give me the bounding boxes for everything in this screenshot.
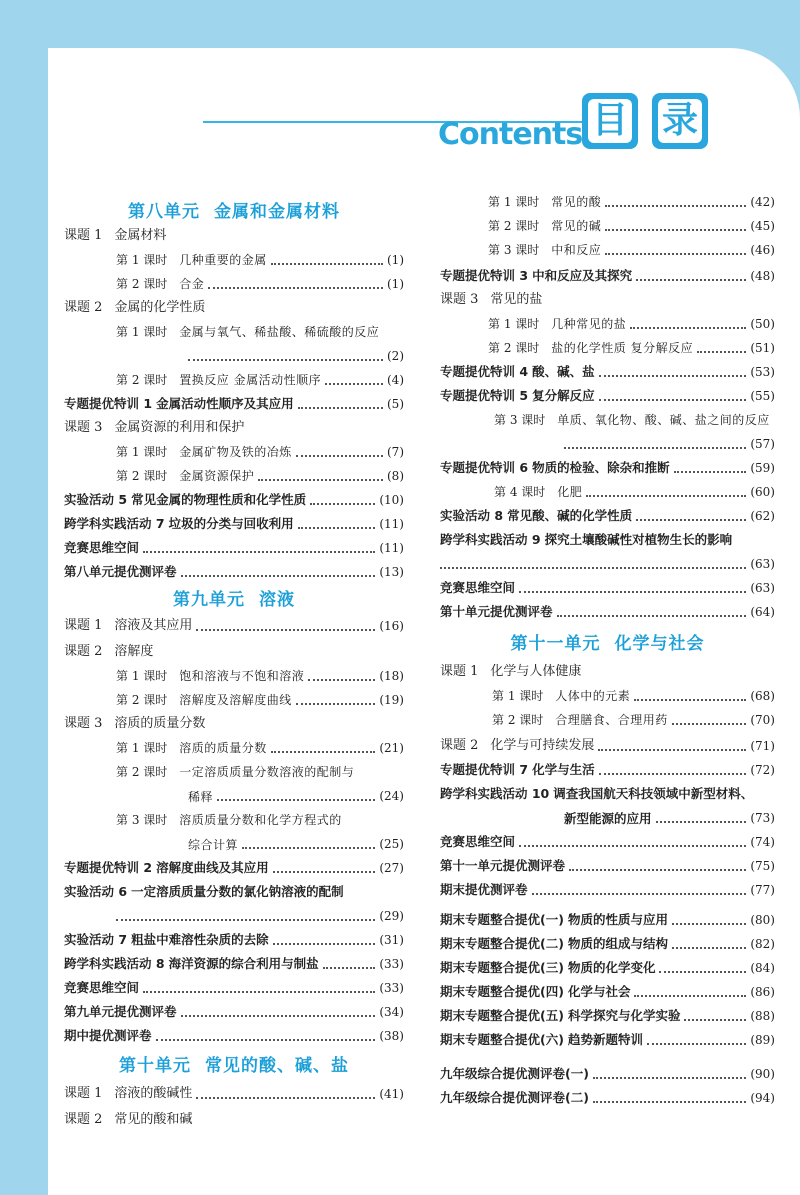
toc-entry[interactable]: 第 3 课时 中和反应 (46): [488, 243, 775, 257]
toc-entry[interactable]: 期末专题整合提优(四) 化学与社会 (86): [440, 984, 775, 999]
toc-entry[interactable]: 第 1 课时 几种重要的金属 (1): [116, 253, 404, 267]
toc-entry-continuation: 综合计算 (25): [188, 837, 404, 852]
title-char-box-2: [652, 93, 708, 149]
toc-entry-continuation: (63): [440, 554, 775, 574]
toc-entry[interactable]: 第 1 课时 溶质的质量分数 (21): [116, 741, 404, 755]
toc-entry[interactable]: 第十单元提优测评卷 (64): [440, 604, 775, 619]
toc-entry[interactable]: 第 3 课时 溶质质量分数和化学方程式的: [116, 813, 342, 827]
toc-entry[interactable]: 跨学科实践活动 7 垃圾的分类与回收利用 (11): [64, 516, 404, 531]
title-char-box-1: [582, 93, 638, 149]
toc-entry[interactable]: 第 1 课时 常见的酸 (42): [488, 195, 775, 209]
toc-entry[interactable]: 第 3 课时 单质、氧化物、酸、碱、盐之间的反应: [494, 413, 770, 427]
toc-entry[interactable]: 专题提优特训 1 金属活动性顺序及其应用 (5): [64, 396, 404, 411]
toc-entry[interactable]: 期末专题整合提优(五) 科学探究与化学实验 (88): [440, 1008, 775, 1023]
toc-entry[interactable]: 实验活动 5 常见金属的物理性质和化学性质 (10): [64, 492, 404, 507]
toc-entry-continuation: (29): [116, 906, 404, 926]
toc-entry[interactable]: 九年级综合提优测评卷(一) (90): [440, 1066, 775, 1081]
toc-entry[interactable]: 第 1 课时 金属与氧气、稀盐酸、稀硫酸的反应: [116, 325, 380, 339]
toc-entry[interactable]: 第八单元提优测评卷 (13): [64, 564, 404, 579]
toc-entry[interactable]: 九年级综合提优测评卷(二) (94): [440, 1090, 775, 1105]
toc-entry[interactable]: 跨学科实践活动 8 海洋资源的综合利用与制盐 (33): [64, 956, 404, 971]
toc-entry[interactable]: 第十一单元提优测评卷 (75): [440, 858, 775, 873]
toc-entry[interactable]: 第 2 课时 合金 (1): [116, 277, 404, 291]
toc-entry[interactable]: 第 2 课时 溶解度及溶解度曲线 (19): [116, 693, 404, 707]
toc-entry[interactable]: 课题 1 化学与人体健康: [440, 664, 582, 679]
toc-entry[interactable]: 课题 2 常见的酸和碱: [64, 1112, 193, 1127]
toc-entry[interactable]: 第 1 课时 几种常见的盐 (50): [488, 317, 775, 331]
toc-entry[interactable]: 竞赛思维空间 (63): [440, 580, 775, 595]
unit-8-heading: 第八单元 金属和金属材料: [128, 202, 340, 222]
toc-entry[interactable]: 专题提优特训 7 化学与生活 (72): [440, 762, 775, 777]
title-char-mu: 目: [588, 99, 632, 143]
toc-entry[interactable]: 第 1 课时 人体中的元素 (68): [492, 689, 775, 703]
toc-entry[interactable]: 实验活动 6 一定溶质质量分数的氯化钠溶液的配制: [64, 884, 344, 899]
toc-entry[interactable]: 第 1 课时 饱和溶液与不饱和溶液 (18): [116, 669, 404, 683]
toc-entry[interactable]: 竞赛思维空间 (11): [64, 540, 404, 555]
toc-entry[interactable]: 第九单元提优测评卷 (34): [64, 1004, 404, 1019]
toc-entry[interactable]: 竞赛思维空间 (33): [64, 980, 404, 995]
toc-entry[interactable]: 第 4 课时 化肥 (60): [494, 485, 775, 499]
toc-entry[interactable]: 课题 2 金属的化学性质: [64, 300, 206, 315]
toc-entry[interactable]: 第 2 课时 常见的碱 (45): [488, 219, 775, 233]
unit-9-heading: 第九单元 溶液: [173, 590, 295, 610]
toc-entry[interactable]: 课题 3 溶质的质量分数: [64, 716, 206, 731]
toc-entry[interactable]: 课题 2 溶解度: [64, 644, 154, 659]
toc-entry[interactable]: 期末专题整合提优(三) 物质的化学变化 (84): [440, 960, 775, 975]
toc-entry[interactable]: 课题 2 化学与可持续发展 (71): [440, 738, 775, 753]
toc-entry[interactable]: 第 2 课时 盐的化学性质 复分解反应 (51): [488, 341, 775, 355]
toc-entry[interactable]: 期末专题整合提优(一) 物质的性质与应用 (80): [440, 912, 775, 927]
toc-entry[interactable]: 课题 3 金属资源的利用和保护: [64, 420, 245, 435]
toc-entry[interactable]: 第 2 课时 置换反应 金属活动性顺序 (4): [116, 373, 404, 387]
toc-entry[interactable]: 期中提优测评卷 (38): [64, 1028, 404, 1043]
toc-entry[interactable]: 跨学科实践活动 9 探究土壤酸碱性对植物生长的影响: [440, 532, 733, 547]
toc-entry[interactable]: 竞赛思维空间 (74): [440, 834, 775, 849]
unit-11-heading: 第十一单元 化学与社会: [510, 634, 705, 654]
toc-entry[interactable]: 专题提优特训 2 溶解度曲线及其应用 (27): [64, 860, 404, 875]
toc-page: [48, 48, 800, 1195]
toc-entry[interactable]: 专题提优特训 5 复分解反应 (55): [440, 388, 775, 403]
toc-entry[interactable]: 第 2 课时 合理膳食、合理用药 (70): [492, 713, 775, 727]
contents-heading: Contents: [438, 117, 583, 152]
toc-entry[interactable]: 实验活动 7 粗盐中难溶性杂质的去除 (31): [64, 932, 404, 947]
toc-entry[interactable]: 期末提优测评卷 (77): [440, 882, 775, 897]
toc-entry-continuation: 稀释 (24): [188, 789, 404, 804]
title-char-lu: 录: [658, 99, 702, 143]
toc-entry[interactable]: 课题 1 金属材料: [64, 228, 167, 243]
toc-entry-continuation: (2): [188, 346, 404, 366]
toc-entry-continuation: (57): [564, 434, 775, 454]
toc-entry-continuation: 新型能源的应用 (73): [564, 811, 775, 826]
unit-10-heading: 第十单元 常见的酸、碱、盐: [119, 1056, 349, 1076]
toc-entry[interactable]: 专题提优特训 3 中和反应及其探究 (48): [440, 268, 775, 283]
toc-entry[interactable]: 课题 1 溶液的酸碱性 (41): [64, 1086, 404, 1101]
toc-entry[interactable]: 期末专题整合提优(六) 趋势新题特训 (89): [440, 1032, 775, 1047]
toc-entry[interactable]: 第 1 课时 金属矿物及铁的冶炼 (7): [116, 445, 404, 459]
toc-entry[interactable]: 专题提优特训 6 物质的检验、除杂和推断 (59): [440, 460, 775, 475]
toc-entry[interactable]: 第 2 课时 一定溶质质量分数溶液的配制与: [116, 765, 355, 779]
toc-entry[interactable]: 课题 1 溶液及其应用 (16): [64, 618, 404, 633]
toc-entry[interactable]: 第 2 课时 金属资源保护 (8): [116, 469, 404, 483]
toc-entry[interactable]: 期末专题整合提优(二) 物质的组成与结构 (82): [440, 936, 775, 951]
toc-entry[interactable]: 跨学科实践活动 10 调查我国航天科技领域中新型材料、: [440, 786, 754, 801]
toc-entry[interactable]: 专题提优特训 4 酸、碱、盐 (53): [440, 364, 775, 379]
toc-entry[interactable]: 实验活动 8 常见酸、碱的化学性质 (62): [440, 508, 775, 523]
toc-entry[interactable]: 课题 3 常见的盐: [440, 292, 543, 307]
